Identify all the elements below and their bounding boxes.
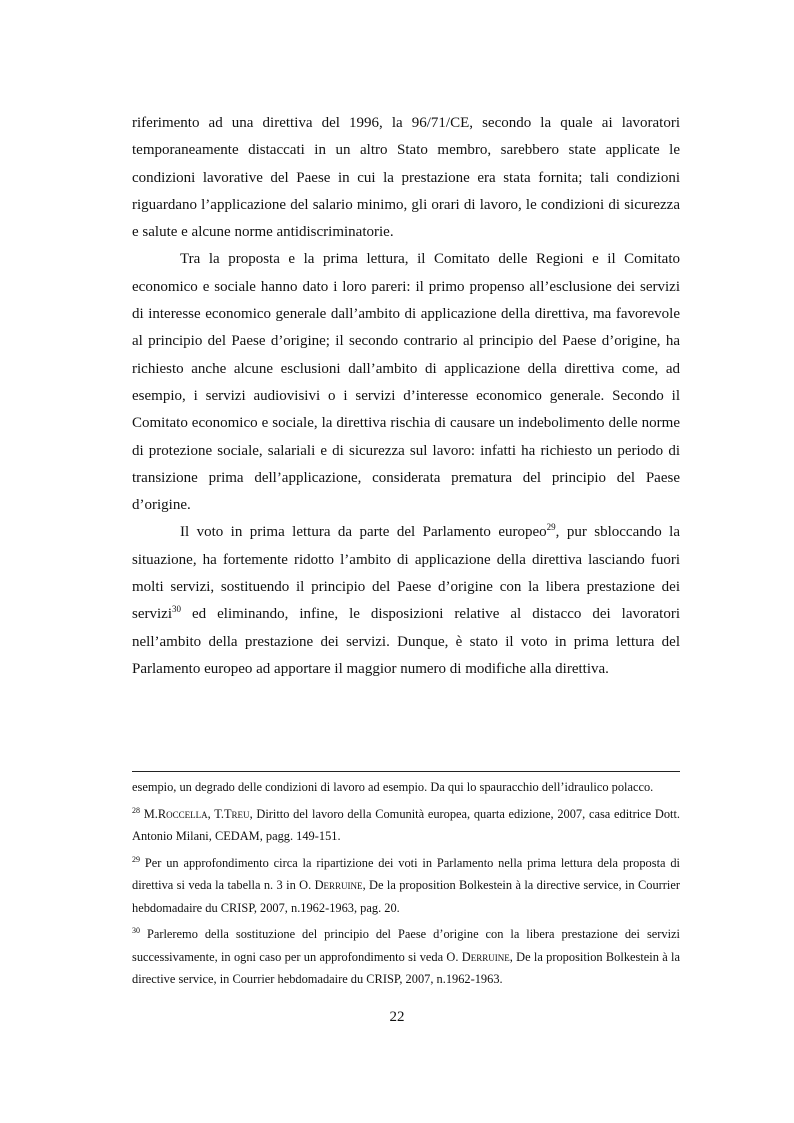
footnote-28 bbox=[132, 803, 680, 848]
paragraph-1: riferimento ad una direttiva del 1996, la 96/71/CE, secondo la quale ai lavoratori temporaneamente distaccati in un altro Stato membro, sarebbero state applicate le condizioni lavorative del Paese in cui la prestazione era stata fornita; tali condizioni riguardano l’applicazione del salario minimo, gli orari di lavoro, le condizioni di sicurezza e salute e alcune norme antidiscriminatorie. bbox=[132, 115, 680, 241]
footnote-30-text-a: Parleremo della sostituzione del principio del Paese d’origine con la libera prestazione dei servizi successivamente, in ogni caso per un approfondimento si veda O. bbox=[132, 927, 680, 964]
footnote-ref-30[interactable]: 30 bbox=[171, 604, 181, 615]
paragraph-3-text-a: Il voto in prima lettura da parte del Parlamento europeo bbox=[180, 524, 547, 541]
footnote-28-text-b: , T. bbox=[207, 806, 224, 821]
footnote-continuation: esempio, un degrado delle condizioni di lavoro ad esempio. Da qui lo spauracchio dell’idraulico polacco. bbox=[132, 780, 654, 794]
footnote-28-text-c: , Diritto del lavoro della Comunità europea, quarta edizione, 2007, casa editrice Dott. Antonio Milani, CEDAM, pagg. 149-151. bbox=[132, 806, 681, 843]
footnote-29-text-a: Per un approfondimento circa la ripartizione dei voti in Parlamento nella prima lettura dela proposta di direttiva si veda la tabella n. 3 in O. bbox=[132, 855, 680, 892]
footnote-28-author-1: Roccella bbox=[157, 806, 208, 821]
footnote-30-number: 30 bbox=[132, 926, 140, 935]
main-text bbox=[132, 110, 680, 683]
footnote-28-text-a: M. bbox=[140, 806, 158, 821]
footnote-28-author-2: Treu bbox=[223, 806, 250, 821]
footnote-29-author: Derruine bbox=[314, 878, 363, 892]
footnote-28-number: 28 bbox=[132, 805, 140, 815]
footnote-30-text-b: , De la proposition Bolkestein à la directive service, in Courrier hebdomadaire du CRISP, 2007, n.1962-1963. bbox=[132, 949, 680, 986]
footnote-ref-29[interactable]: 29 bbox=[546, 522, 556, 533]
footnote-30 bbox=[132, 923, 680, 991]
paragraph-3 bbox=[132, 519, 680, 683]
footnotes bbox=[132, 776, 680, 991]
footnote-29-text-b: , De la proposition Bolkestein à la directive service, in Courrier hebdomadaire du CRISP, 2007, n.1962-1963, pag. 20. bbox=[132, 878, 680, 915]
paragraph-3-text-b: , pur sbloccando la situazione, ha fortemente ridotto l’ambito di applicazione della direttiva lasciando fuori molti servizi, sostituendo il principio del Paese d’origine con la libera prestazione dei servizi bbox=[132, 524, 680, 623]
paragraph-3-text-c: ed eliminando, infine, le disposizioni relative al distacco dei lavoratori nell’ambito della prestazione dei servizi. Dunque, è stato il voto in prima lettura del Parlamento europeo ad apportare il maggior numero di modifiche alla direttiva. bbox=[132, 606, 680, 677]
footnote-separator bbox=[132, 771, 680, 772]
footnote-29 bbox=[132, 852, 680, 920]
footnote-30-author: Derruine bbox=[461, 949, 510, 964]
footnote-29-number: 29 bbox=[132, 854, 140, 864]
paragraph-2: Tra la proposta e la prima lettura, il Comitato delle Regioni e il Comitato economico e sociale hanno dato i loro pareri: il primo propenso all’esclusione dei servizi di interesse economico generale dall’ambito di applicazione della direttiva, ma favorevole al principio del Paese d’origine; il secondo contrario al principio del Paese d’origine, ha richiesto anche alcune esclusioni dall’ambito di applicazione della direttiva come, ad esempio, i servizi audiovisivi o i servizi d’interesse economico generale. Secondo il Comitato economico e sociale, la direttiva rischia di causare un indebolimento delle norme di protezione sociale, salariali e di sicurezza sul lavoro: infatti ha richiesto un periodo di transizione prima dell’applicazione, considerata prematura del principio del Paese d’origine. bbox=[132, 251, 680, 514]
page-number: 22 bbox=[389, 1009, 405, 1025]
